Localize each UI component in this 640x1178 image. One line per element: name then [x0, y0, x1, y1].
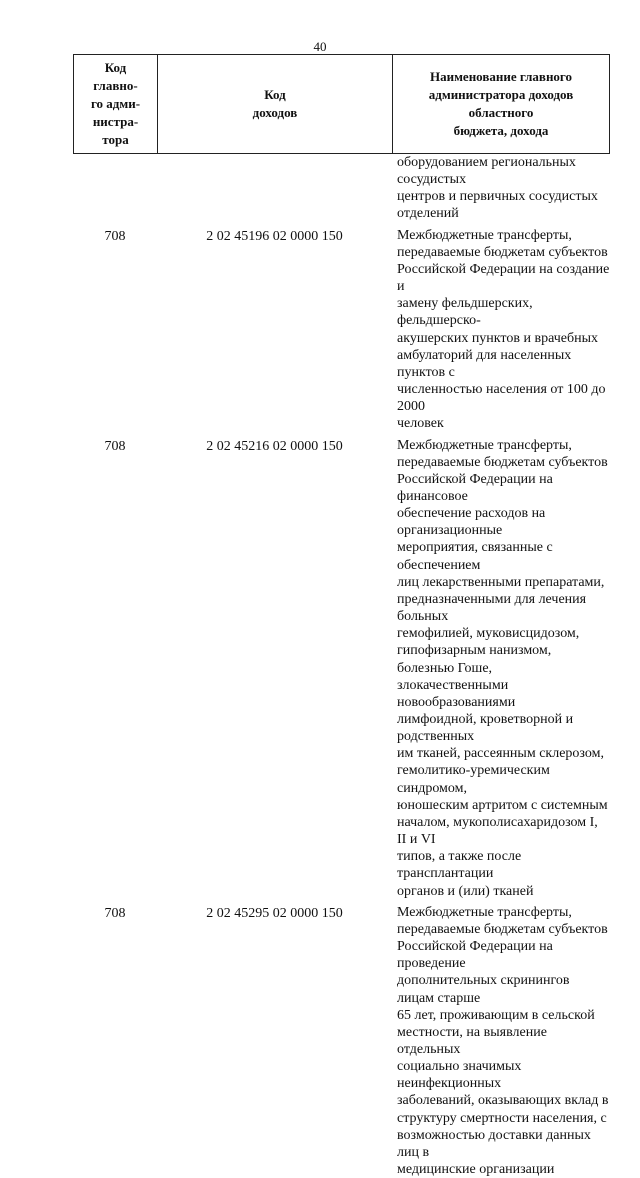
admin-code-cell: 708 — [104, 905, 126, 921]
table-row — [73, 904, 610, 1178]
header-income-code — [158, 55, 393, 153]
header-name-label: Наименование главного администратора доходов областного бюджета, дохода — [428, 69, 574, 138]
income-name-cell: Межбюджетные трансферты, передаваемые бюджетам субъектов Российской Федерации на проведение дополнительных скринингов лицам старше 65 лет, проживающим в сельской местности, на выявление отдельных социально значимых неинфекционных заболеваний, оказывающих вклад в структуру смертности населения, с возможностью доставки данных лиц в медицинские организации — [397, 904, 609, 1178]
admin-code-cell: 708 — [104, 228, 126, 244]
income-code-cell: 2 02 45295 02 0000 150 — [206, 905, 343, 921]
header-income-code-label: Код доходов — [252, 87, 298, 120]
admin-code-cell: 708 — [104, 438, 126, 454]
income-name-cell: Межбюджетные трансферты, передаваемые бюджетам субъектов Российской Федерации на создание и замену фельдшерских, фельдшерско- акушерских пунктов и врачебных амбулаторий для населенных пунктов с численностью населения от 100 до 2000 человек — [397, 227, 610, 432]
income-name-cell: Межбюджетные трансферты, передаваемые бюджетам субъектов Российской Федерации на финансовое обеспечение расходов на организационные мероприятия, связанные с обеспечением лиц лекарственными препаратами, предназначенными для лечения больных гемофилией, муковисцидозом, гипофизарным нанизмом, болезнью Гоше, злокачественными новообразованиями лимфоидной, кроветворной и родственных им тканей, рассеянным склерозом, гемолитико-уремическим синдромом, юношеским артритом с системным началом, мукополисахаридозом I, II и VI типов, а также после трансплантации органов и (или) тканей — [397, 437, 608, 899]
table-row — [73, 437, 610, 900]
header-name — [393, 55, 609, 153]
income-code-cell — [157, 154, 392, 223]
table-body — [73, 154, 610, 1178]
admin-code-cell — [73, 154, 157, 223]
income-code-cell: 2 02 45216 02 0000 150 — [206, 438, 343, 454]
income-name-cell: оборудованием региональных сосудистых центров и первичных сосудистых отделений — [397, 155, 598, 222]
header-admin-code-label: Код главно- го адми- нистра- тора — [90, 60, 141, 147]
header-admin-code — [74, 55, 158, 153]
income-code-cell: 2 02 45196 02 0000 150 — [206, 228, 343, 244]
table-row — [73, 154, 610, 223]
table-row — [73, 227, 610, 433]
table-header — [73, 54, 610, 154]
page-number: 40 — [313, 39, 327, 54]
